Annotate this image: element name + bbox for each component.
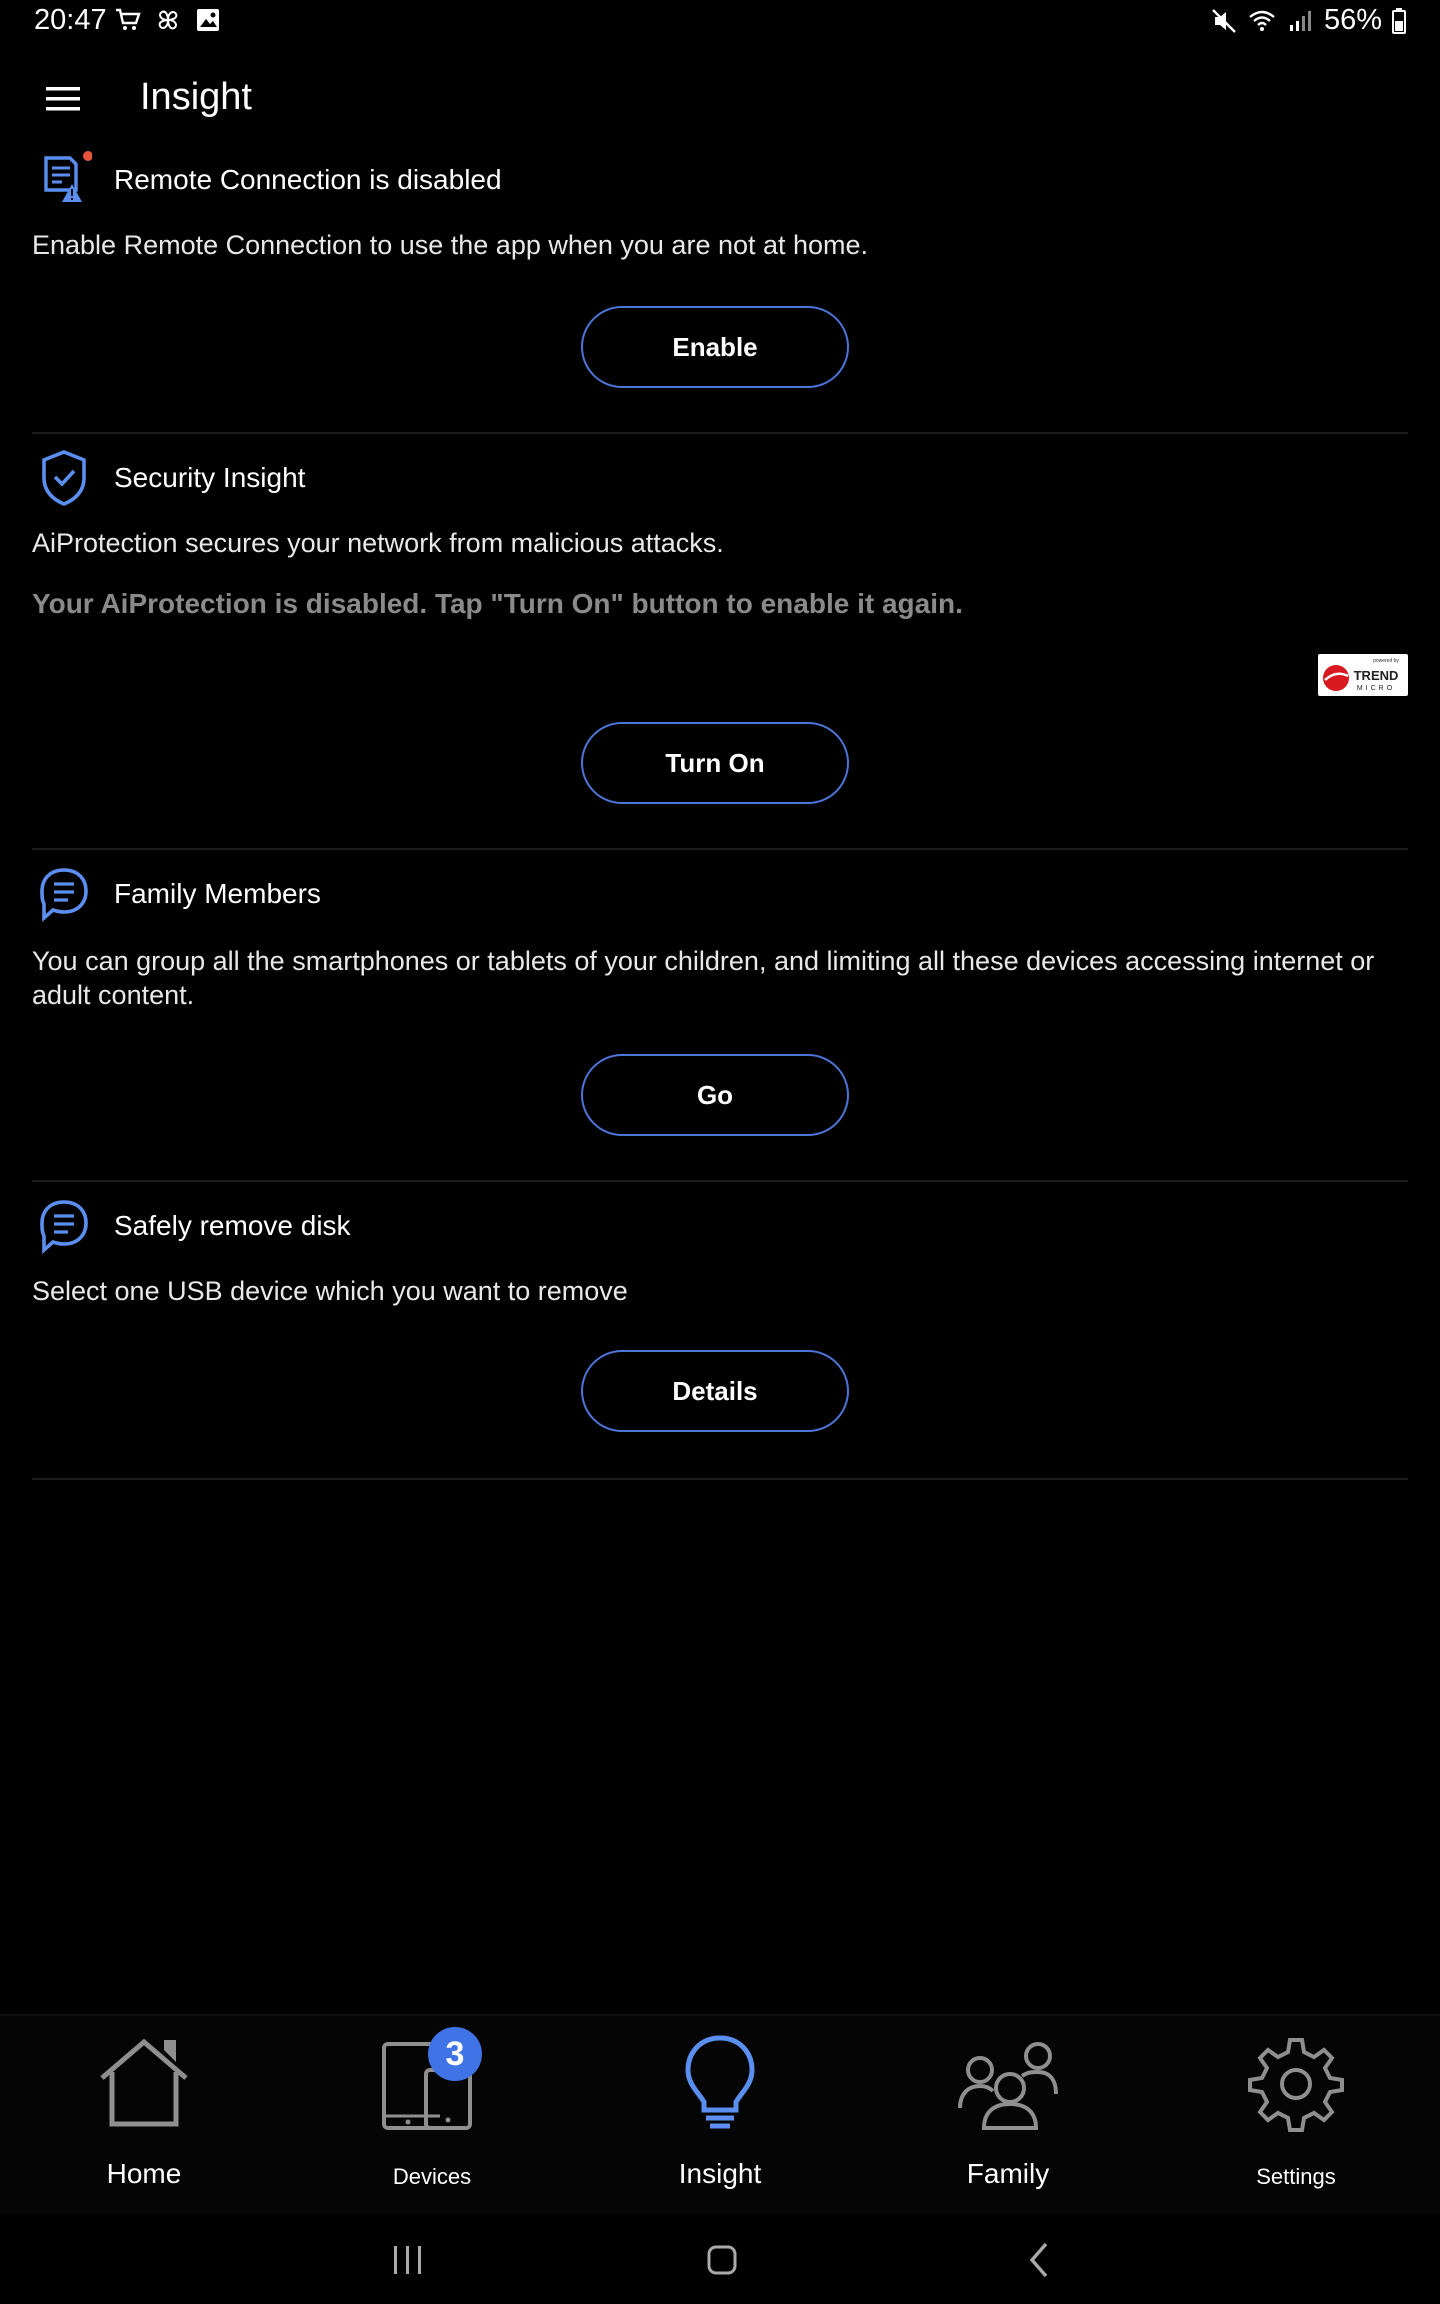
- nav-label: Family: [966, 2158, 1050, 2189]
- card-description: You can group all the smartphones or tablets of your children, and limiting all these devices accessing internet or adult content.: [32, 946, 1375, 1010]
- recent-apps-icon[interactable]: [378, 2232, 438, 2288]
- enable-button[interactable]: Enable: [581, 306, 849, 388]
- details-button[interactable]: Details: [581, 1350, 849, 1432]
- lightbulb-icon: [670, 2032, 770, 2132]
- card-title: Security Insight: [114, 462, 306, 493]
- battery-icon: [1392, 8, 1406, 34]
- gear-icon: [1246, 2032, 1346, 2132]
- trend-micro-logo: [1318, 654, 1408, 696]
- remote-connection-card: [32, 150, 1408, 434]
- mute-icon: [1210, 7, 1238, 35]
- nav-label: Insight: [678, 2158, 762, 2189]
- card-description: Select one USB device which you want to remove: [32, 1276, 628, 1306]
- family-icon: [958, 2032, 1058, 2132]
- card-description: AiProtection secures your network from malicious attacks.: [32, 528, 724, 558]
- image-icon: [194, 6, 222, 34]
- home-icon: [94, 2032, 194, 2132]
- security-insight-card: [32, 448, 1408, 850]
- family-members-card: [32, 864, 1408, 1182]
- back-icon[interactable]: [1010, 2232, 1070, 2288]
- logo-micro: MICRO: [1356, 685, 1396, 692]
- pinwheel-icon: [154, 6, 182, 34]
- status-time: 20:47: [34, 4, 107, 36]
- nav-family[interactable]: [864, 2016, 1152, 2216]
- chat-bubble-icon: [36, 864, 92, 924]
- nav-label: Devices: [392, 2164, 472, 2189]
- card-header: [32, 448, 1408, 508]
- nav-insight[interactable]: [576, 2016, 864, 2216]
- card-title: Family Members: [114, 878, 321, 909]
- status-bar: [0, 0, 1440, 42]
- signal-icon: [1286, 7, 1314, 35]
- card-description: Enable Remote Connection to use the app when you are not at home.: [32, 230, 869, 260]
- trend-micro-logo-mark: [1318, 654, 1408, 696]
- nav-home[interactable]: [0, 2016, 288, 2216]
- bottom-navigation: [0, 2014, 1440, 2216]
- wifi-icon: [1248, 7, 1276, 35]
- card-header: [32, 1196, 1408, 1256]
- turn-on-button[interactable]: Turn On: [581, 722, 849, 804]
- safely-remove-disk-card: [32, 1196, 1408, 1480]
- logo-powered-by: powered by: [1373, 658, 1399, 664]
- page-title: Insight: [140, 76, 252, 118]
- system-navigation-bar: [0, 2214, 1440, 2304]
- go-button[interactable]: Go: [581, 1054, 849, 1136]
- aiprotection-warning: Your AiProtection is disabled. Tap "Turn On" button to enable it again.: [32, 588, 963, 619]
- nav-label: Settings: [1256, 2164, 1336, 2189]
- card-title: Remote Connection is disabled: [114, 164, 502, 195]
- document-warning-icon: [36, 150, 92, 210]
- card-title: Safely remove disk: [114, 1210, 351, 1241]
- shield-check-icon: [36, 448, 92, 508]
- home-button-icon[interactable]: [692, 2232, 752, 2288]
- card-header: [32, 864, 1408, 924]
- nav-label: Home: [106, 2158, 182, 2189]
- chat-bubble-icon: [36, 1196, 92, 1256]
- app-bar: [0, 60, 1440, 140]
- cart-icon: [114, 6, 142, 34]
- status-right: [1210, 4, 1406, 37]
- devices-count-badge: 3: [428, 2027, 482, 2081]
- logo-trend: TREND: [1353, 668, 1399, 683]
- status-notification-icons: [114, 6, 222, 34]
- nav-settings[interactable]: [1152, 2016, 1440, 2216]
- hamburger-menu-icon[interactable]: [38, 74, 88, 124]
- card-header: [32, 150, 1408, 210]
- battery-percent: 56%: [1323, 4, 1382, 36]
